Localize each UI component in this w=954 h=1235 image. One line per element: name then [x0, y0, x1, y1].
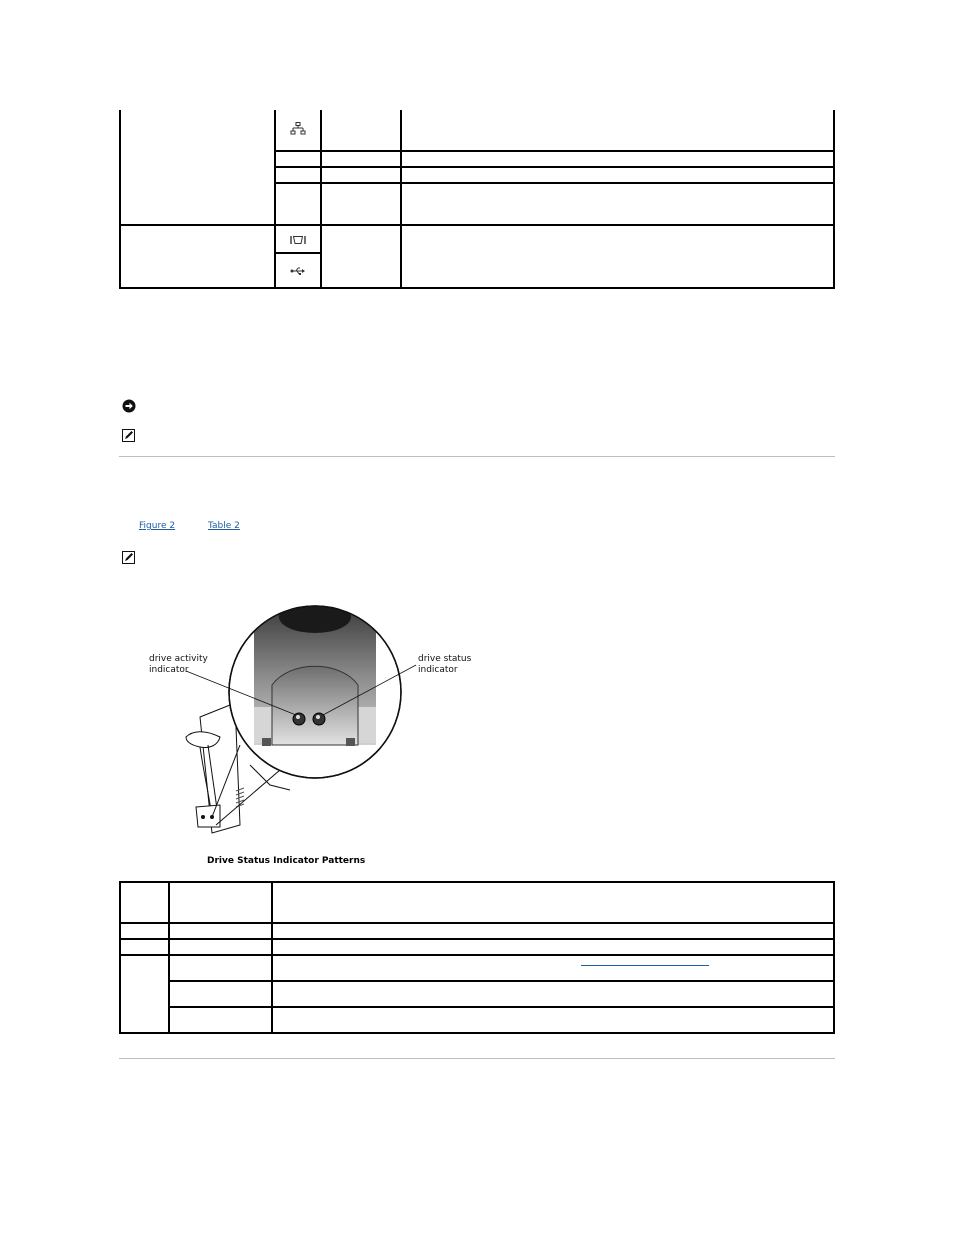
top-table-group-cell-1	[120, 110, 275, 225]
label-drive-status: drive status indicator	[418, 654, 472, 675]
top-table-cell	[275, 151, 321, 167]
table-row	[120, 923, 834, 939]
table-cell	[120, 923, 169, 939]
table-header-cell	[169, 882, 272, 923]
label-drive-activity: drive activity indicator	[149, 654, 208, 675]
top-table-cell	[321, 167, 401, 183]
top-table-cell	[275, 167, 321, 183]
top-table-icon-cell	[275, 253, 321, 288]
top-table-cell	[321, 225, 401, 288]
table-cell	[272, 939, 834, 955]
drive-figure	[140, 595, 480, 845]
top-table-icon-cell	[275, 110, 321, 151]
note-row-1	[122, 427, 135, 446]
top-table-cell	[401, 225, 834, 288]
table-cell	[272, 981, 834, 1007]
note-row-2	[122, 549, 135, 568]
table-cell	[272, 1007, 834, 1033]
table-cell	[272, 955, 834, 981]
top-table-cell	[401, 167, 834, 183]
table-cell	[120, 939, 169, 955]
video-icon	[290, 235, 306, 245]
table-cell	[272, 923, 834, 939]
table-cell	[120, 955, 169, 1033]
notice-row	[122, 398, 136, 417]
top-table-cell	[321, 183, 401, 225]
section-divider-1	[119, 456, 835, 457]
figure-2-link[interactable]: Figure 2	[139, 521, 176, 531]
top-table-cell	[401, 151, 834, 167]
section-divider-2	[119, 1058, 835, 1059]
table-cell	[169, 939, 272, 955]
table-cell	[169, 923, 272, 939]
top-table-cell	[275, 183, 321, 225]
table-row	[120, 955, 834, 981]
table-2-link[interactable]: Table 2	[208, 521, 240, 531]
top-table-icon-cell	[275, 225, 321, 253]
table-row	[120, 981, 834, 1007]
notice-icon	[122, 399, 136, 413]
top-table-cell	[401, 183, 834, 225]
table-header-cell	[120, 882, 169, 923]
table-cell	[169, 981, 272, 1007]
drive-status-table	[119, 881, 835, 1034]
usb-icon	[290, 266, 306, 276]
top-table-cell	[321, 110, 401, 151]
top-table-cell	[401, 110, 834, 151]
table-row	[120, 939, 834, 955]
table-header-cell	[272, 882, 834, 923]
table-cell	[169, 955, 272, 981]
note-icon	[122, 429, 135, 442]
top-table	[119, 110, 835, 289]
table-row-link[interactable]	[581, 965, 709, 966]
table-2-caption: Drive Status Indicator Patterns	[207, 856, 366, 866]
table-row	[120, 1007, 834, 1033]
top-table-cell	[321, 151, 401, 167]
note-icon	[122, 551, 135, 564]
table-cell	[169, 1007, 272, 1033]
drive-illustration	[140, 595, 480, 845]
network-icon	[290, 122, 306, 136]
top-table-group-cell-2	[120, 225, 275, 288]
